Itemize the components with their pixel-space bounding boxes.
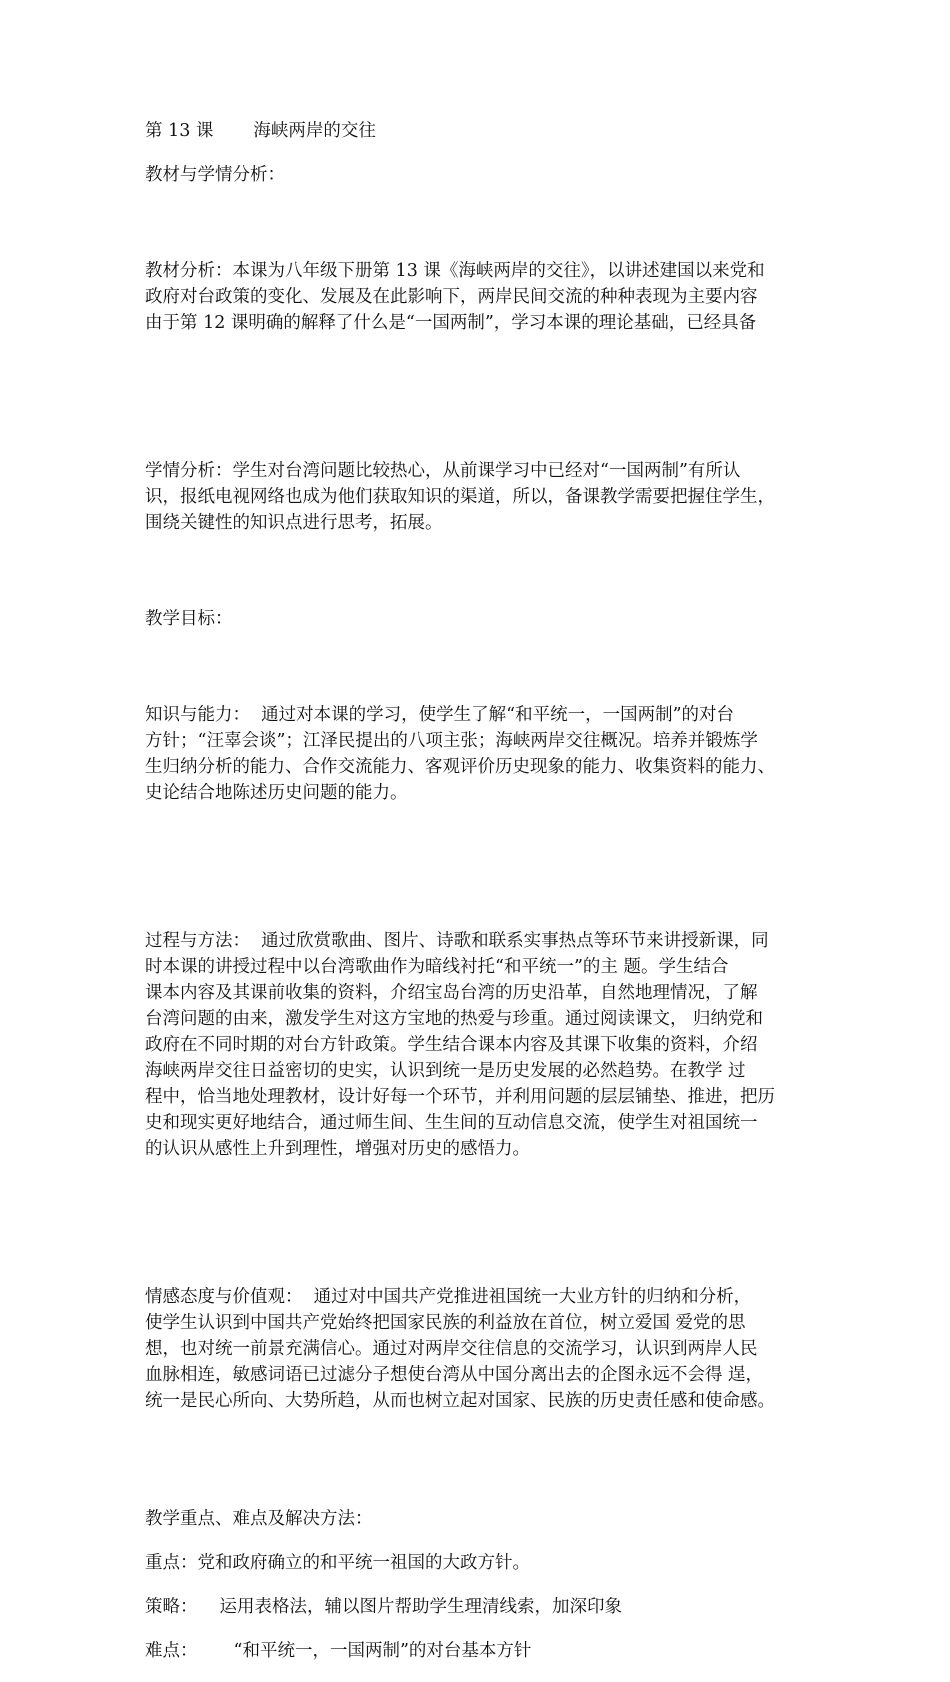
text-line: 教材分析：本课为八年级下册第 13 课《海峡两岸的交往》，以讲述建国以来党和 bbox=[145, 261, 765, 281]
text-line: 的认识从感性上升到理性，增强对历史的感悟力。 bbox=[145, 1139, 530, 1159]
section-analysis-heading: 教材与学情分析： bbox=[145, 165, 285, 185]
difficulty-text: “和平统一，一国两制”的对台基本方针 bbox=[233, 1641, 532, 1661]
objectives-heading: 教学目标： bbox=[145, 609, 233, 629]
text-line: 政府对台政策的变化、发展及在此影响下，两岸民间交流的种种表现为主要内容 bbox=[145, 287, 758, 307]
difficulty-line bbox=[145, 1638, 810, 1664]
text-line: 史论结合地陈述历史问题的能力。 bbox=[145, 783, 408, 803]
text-line: 海峡两岸交往日益密切的史实，认识到统一是历史发展的必然趋势。在教学 过 bbox=[145, 1061, 746, 1081]
student-analysis-paragraph bbox=[145, 406, 810, 588]
text-line: 血脉相连，敏感词语已过滤分子想使台湾从中国分离出去的企图永远不会得 逞， bbox=[145, 1365, 764, 1385]
textbook-analysis-paragraph bbox=[145, 206, 810, 388]
text-line: 史和现实更好地结合，通过师生间、生生间的互动信息交流，使学生对祖国统一 bbox=[145, 1113, 758, 1133]
text-line: 过程与方法： 通过欣赏歌曲、图片、诗歌和联系实事热点等环节来讲授新课，同 bbox=[145, 931, 769, 951]
difficulty-label: 难点： bbox=[145, 1641, 198, 1661]
lesson-title bbox=[145, 118, 810, 144]
text-line: 想，也对统一前景充满信心。通过对两岸交往信息的交流学习，认识到两岸人民 bbox=[145, 1339, 758, 1359]
lesson-name: 海峡两岸的交往 bbox=[253, 121, 376, 141]
process-method-paragraph bbox=[145, 876, 810, 1214]
text-line: 识，报纸电视网络也成为他们获取知识的渠道，所以，备课教学需要把握住学生， bbox=[145, 487, 775, 507]
text-line: 使学生认识到中国共产党始终把国家民族的利益放在首位，树立爱国 爱党的思 bbox=[145, 1313, 746, 1333]
text-line: 知识与能力： 通过对本课的学习，使学生了解“和平统一，一国两制”的对台 bbox=[145, 705, 735, 725]
text-line: 情感态度与价值观： 通过对中国共产党推进祖国统一大业方针的归纳和分析， bbox=[145, 1287, 752, 1307]
text-line: 统一是民心所向、大势所趋，从而也树立起对国家、民族的历史责任感和使命感。 bbox=[145, 1391, 775, 1411]
blank-gap bbox=[145, 1484, 810, 1506]
text-line: 课本内容及其课前收集的资料，介绍宝岛台湾的历史沿革，自然地理情况，了解 bbox=[145, 983, 758, 1003]
text-line: 生归纳分析的能力、合作交流能力、客观评价历史现象的能力、收集资料的能力、 bbox=[145, 757, 775, 777]
text-line: 政府在不同时期的对台方针政策。学生结合课本内容及其课下收集的资料，介绍 bbox=[145, 1035, 758, 1055]
key-points-heading: 教学重点、难点及解决方法： bbox=[145, 1509, 373, 1529]
lesson-number: 第 13 课 bbox=[145, 121, 214, 141]
text-line: 台湾问题的由来，激发学生对这方宝地的热爱与珍重。通过阅读课文， 归纳党和 bbox=[145, 1009, 764, 1029]
knowledge-ability-paragraph bbox=[145, 650, 810, 858]
strategy-line bbox=[145, 1594, 810, 1620]
text-line: 时本课的讲授过程中以台湾歌曲作为暗线衬托“和平统一”的主 题。学生结合 bbox=[145, 957, 729, 977]
emotion-values-paragraph bbox=[145, 1232, 810, 1466]
strategy-label: 策略： bbox=[145, 1597, 198, 1617]
strategy-text: 运用表格法，辅以图片帮助学生理清线索，加深印象 bbox=[219, 1597, 622, 1617]
text-line: 方针；“汪辜会谈”；江泽民提出的八项主张；海峡两岸交往概况。培养并锻炼学 bbox=[145, 731, 758, 751]
key-point: 重点：党和政府确立的和平统一祖国的大政方针。 bbox=[145, 1553, 530, 1573]
text-line: 学情分析：学生对台湾问题比较热心，从前课学习中已经对“一国两制”有所认 bbox=[145, 461, 741, 481]
document-page bbox=[145, 118, 810, 1682]
text-line: 程中，恰当地处理教材，设计好每一个环节，并利用问题的层层铺垫、推进，把历 bbox=[145, 1087, 775, 1107]
text-line: 围绕关键性的知识点进行思考，拓展。 bbox=[145, 513, 443, 533]
text-line: 由于第 12 课明确的解释了什么是“一国两制”，学习本课的理论基础，已经具备 bbox=[145, 313, 757, 333]
